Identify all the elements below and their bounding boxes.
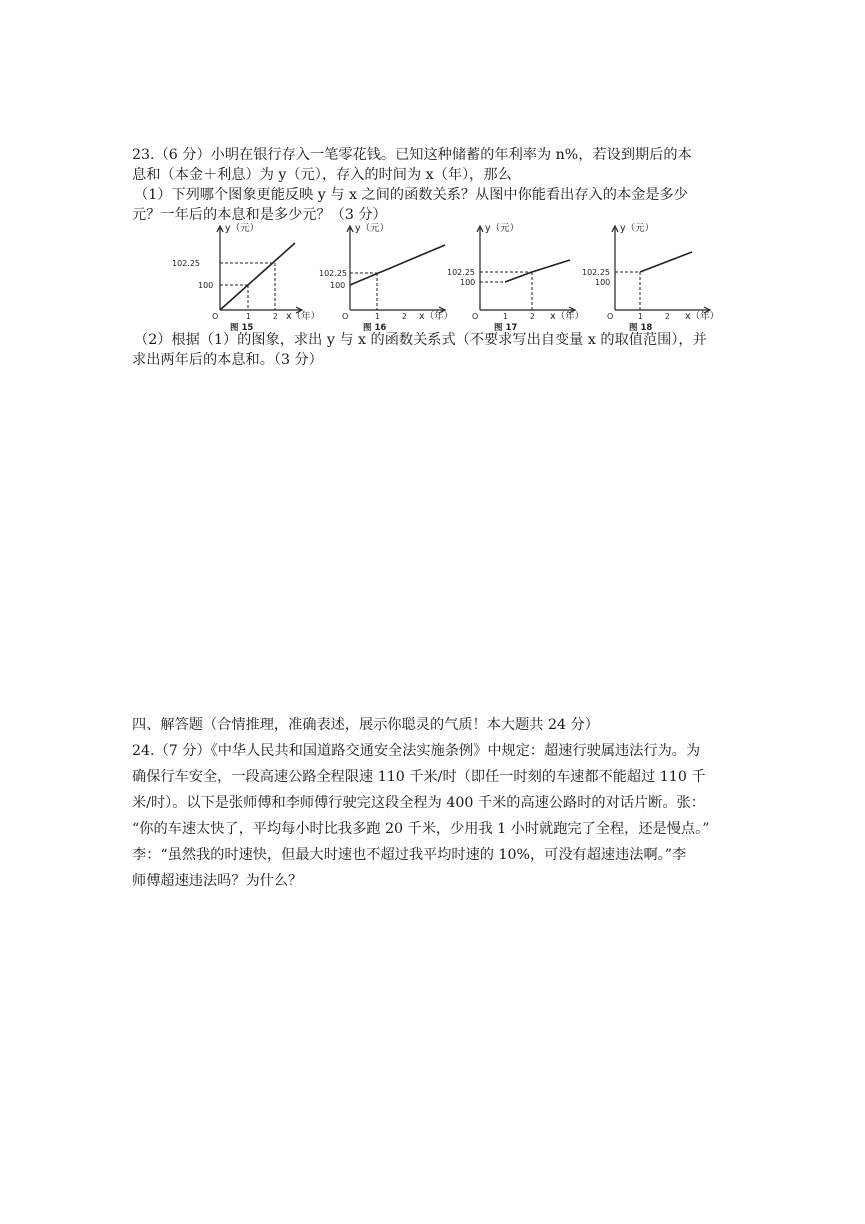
q23-text-line-1: 23.（6 分）小明在银行存入一笔零花钱。已知这种储蓄的年利率为 n%，若设到期后的本: [132, 147, 692, 163]
x-tick-label: 2: [402, 312, 407, 321]
q24-text-line-4: “你的车速太快了，平均每小时比我多跑 20 千米，少用我 1 小时就跑完了全程，还是慢点。”: [132, 821, 710, 837]
x-axis-label: x（年）: [550, 311, 585, 322]
y-tick-label: 102.25: [172, 259, 200, 268]
q24-text-line-3: 米/时）。以下是张师傅和李师傅行驶完这段全程为 400 千米的高速公路时的对话片断。张：: [132, 795, 705, 811]
origin-label: O: [607, 312, 614, 321]
x-tick-label: 1: [638, 312, 643, 321]
q23-text-line-2: 息和（本金＋利息）为 y（元），存入的时间为 x（年），那么: [132, 167, 512, 183]
x-tick-label: 2: [665, 312, 670, 321]
function-graphs-figure: [170, 218, 730, 336]
x-axis-label: x（年）: [286, 311, 320, 322]
graph-fig-18: [580, 218, 730, 336]
q23-part1-line-2: 元？一年后的本息和是多少元？（3 分）: [132, 207, 387, 223]
section-4-heading: 四、解答题（合情推理，准确表述，展示你聪灵的气质！本大题共 24 分）: [132, 717, 599, 733]
y-tick-label: 102.25: [447, 268, 475, 277]
y-axis-label: y（元）: [620, 223, 655, 234]
y-axis-label: y（元）: [225, 223, 260, 234]
y-tick-label: 100: [460, 278, 476, 287]
figure-caption: 图 16: [363, 323, 387, 333]
q24-text-line-2: 确保行车安全，一段高速公路全程限速 110 千米/时（即任一时刻的车速都不能超过 110 千: [132, 769, 706, 785]
origin-label: O: [212, 312, 219, 321]
q24-text-line-6: 师傅超速违法吗？为什么？: [132, 873, 303, 889]
x-tick-label: 1: [246, 312, 251, 321]
origin-label: O: [342, 312, 349, 321]
x-tick-label: 2: [530, 312, 535, 321]
x-axis-label: x（年）: [419, 311, 454, 322]
y-tick-label: 102.25: [319, 269, 347, 278]
figure-caption: 图 18: [629, 323, 653, 333]
q23-part2-line-1: （2）根据（1）的图象，求出 y 与 x 的函数关系式（不要求写出自变量 x 的取值范围），并: [134, 332, 707, 348]
figure-caption: 图 15: [230, 323, 254, 333]
y-axis-label: y（元）: [355, 223, 390, 234]
y-tick-label: 102.25: [582, 268, 610, 277]
graph-fig-17: [445, 218, 595, 336]
x-tick-label: 2: [273, 312, 278, 321]
y-tick-label: 100: [198, 281, 214, 290]
x-tick-label: 1: [503, 312, 508, 321]
x-axis-label: x（年）: [685, 311, 720, 322]
x-tick-label: 1: [375, 312, 380, 321]
figure-caption: 图 17: [494, 323, 518, 333]
q24-text-line-5: 李：“虽然我的时速快，但最大时速也不超过我平均时速的 10%，可没有超速违法啊。”李: [132, 847, 687, 863]
q23-part1-line-1: （1）下列哪个图象更能反映 y 与 x 之间的函数关系？从图中你能看出存入的本金是多少: [134, 187, 688, 203]
origin-label: O: [472, 312, 479, 321]
y-tick-label: 100: [595, 278, 611, 287]
y-tick-label: 100: [330, 281, 346, 290]
graph-fig-15: [170, 218, 320, 336]
y-axis-label: y（元）: [485, 223, 520, 234]
q24-text-line-1: 24.（7 分）《中华人民共和国道路交通安全法实施条例》中规定：超速行驶属违法行为。为: [132, 743, 701, 759]
q23-part2-line-2: 求出两年后的本息和。（3 分）: [132, 352, 323, 368]
